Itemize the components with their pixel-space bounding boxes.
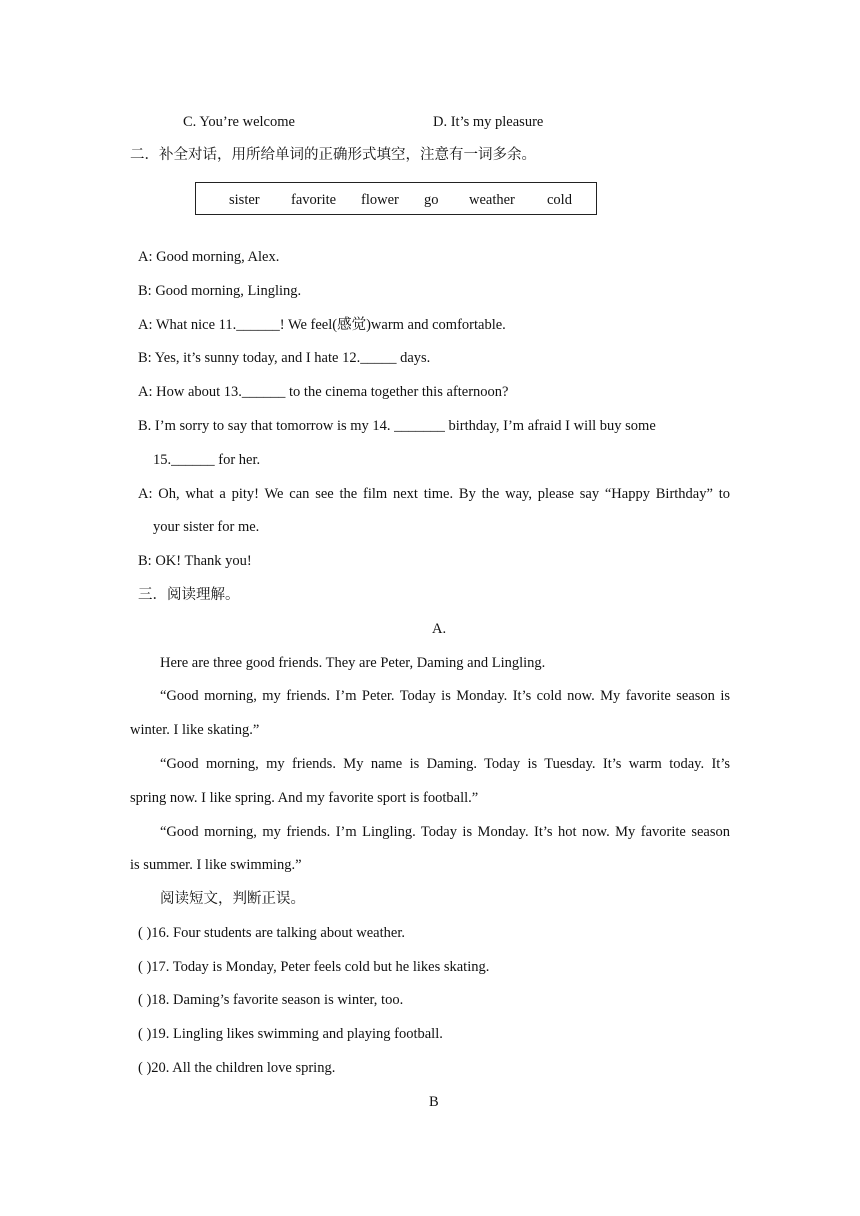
dialogue-line: A: How about 13.______ to the cinema together this afternoon? (138, 384, 509, 400)
dialogue-line: your sister for me. (153, 519, 260, 535)
question-18: ( )18. Daming’s favorite season is winter, too. (138, 992, 404, 1008)
word-bank-box (195, 182, 597, 215)
option-d: D. It’s my pleasure (433, 114, 544, 130)
passage-line: “Good morning, my friends. My name is Daming. Today is Tuesday. It’s warm today. It’s (160, 756, 730, 772)
question-19: ( )19. Lingling likes swimming and playing football. (138, 1026, 443, 1042)
word-bank-item: sister (229, 192, 260, 208)
question-16: ( )16. Four students are talking about weather. (138, 925, 405, 941)
word-bank-item: favorite (291, 192, 337, 208)
passage-line: is summer. I like swimming.” (130, 857, 302, 873)
word-bank-item: go (424, 192, 439, 208)
dialogue-line: B: Good morning, Lingling. (138, 283, 302, 299)
section2-heading: 二．补全对话，用所给单词的正确形式填空，注意有一词多余。 (130, 147, 536, 163)
passage-line: “Good morning, my friends. I’m Lingling. Today is Monday. It’s hot now. My favorite season (160, 824, 730, 840)
passage-a-label: A. (432, 621, 447, 637)
instruction: 阅读短文，判断正误。 (160, 891, 305, 907)
passage-line: spring now. I like spring. And my favorite sport is football.” (130, 790, 479, 806)
word-bank-item: weather (469, 192, 515, 208)
passage-line: “Good morning, my friends. I’m Peter. Today is Monday. It’s cold now. My favorite season is (160, 688, 730, 704)
passage-b-label: B (429, 1094, 439, 1110)
dialogue-line: B. I’m sorry to say that tomorrow is my 14. _______ birthday, I’m afraid I will buy some (138, 418, 656, 434)
dialogue-line: A: Oh, what a pity! We can see the film next time. By the way, please say “Happy Birthday” to (138, 486, 730, 502)
dialogue-line: A: What nice 11.______! We feel(感觉)warm and comfortable. (138, 317, 506, 333)
passage-line: winter. I like skating.” (130, 722, 260, 738)
dialogue-line: A: Good morning, Alex. (138, 249, 280, 265)
dialogue-line: B: OK! Thank you! (138, 553, 252, 569)
question-17: ( )17. Today is Monday, Peter feels cold but he likes skating. (138, 959, 490, 975)
option-c: C. You’re welcome (183, 114, 295, 130)
dialogue-line: 15.______ for her. (153, 452, 261, 468)
section3-heading: 三．阅读理解。 (138, 587, 240, 603)
word-bank-item: cold (547, 192, 572, 208)
passage-line: Here are three good friends. They are Peter, Daming and Lingling. (160, 655, 546, 671)
question-20: ( )20. All the children love spring. (138, 1060, 336, 1076)
dialogue-line: B: Yes, it’s sunny today, and I hate 12._____ days. (138, 350, 431, 366)
word-bank-item: flower (361, 192, 399, 208)
